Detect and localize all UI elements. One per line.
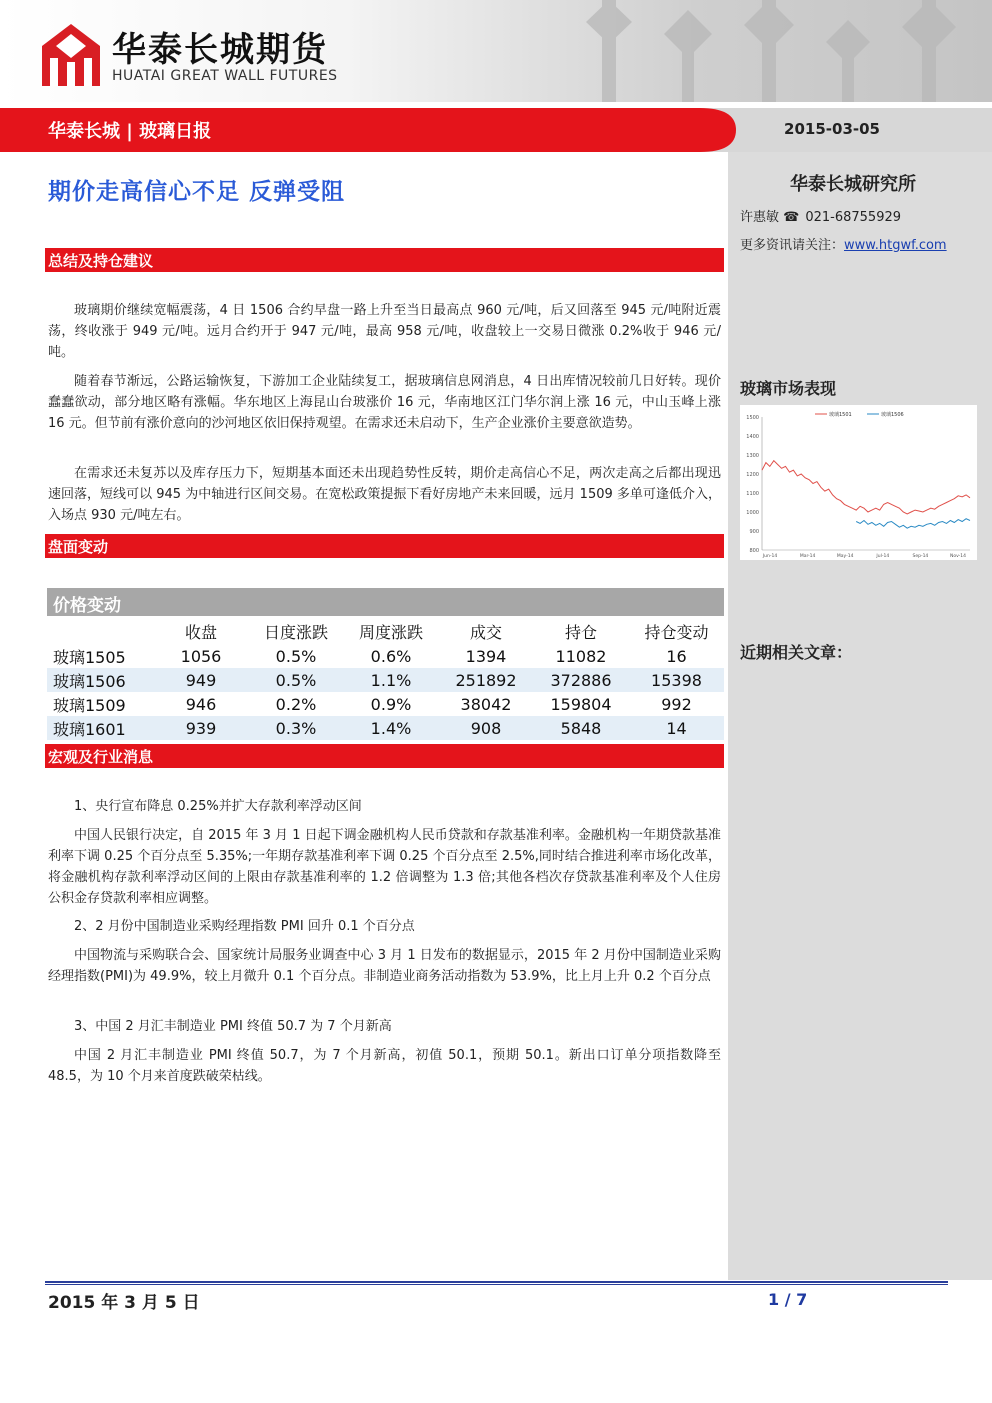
y-tick-label: 1200: [746, 472, 759, 478]
y-tick-label: 1400: [746, 434, 759, 440]
footer-divider: [45, 1284, 948, 1285]
section-header-macro: [45, 744, 724, 768]
x-tick-label: Jun-14: [762, 554, 778, 559]
legend-label: 玻璃1506: [881, 412, 904, 418]
summary-paragraph-1: 玻璃期价继续宽幅震荡，4 日 1506 合约早盘一路上升至当日最高点 960 元/吨，后又回落至 945 元/吨附近震荡，终收涨于 949 元/吨。远月合约开于 947 元/吨，最高 958 元/吨，收盘较上一交易日微涨 0.2%收于 946 元/吨。: [48, 303, 721, 360]
macro-heading-1: 1、央行宣布降息 0.25%并扩大存款利率浮动区间: [74, 799, 362, 814]
table-cell: 11082: [555, 646, 607, 666]
analyst-phone: 021-68755929: [805, 210, 902, 225]
y-tick-label: 1100: [746, 491, 759, 497]
table-header-cell: 周度涨跌: [358, 622, 423, 642]
article-title: 期价走高信心不足 反弹受阻: [48, 179, 346, 205]
table-cell: 16: [666, 646, 687, 666]
report-title: 华泰长城 | 玻璃日报: [48, 121, 212, 142]
price-change-title: 价格变动: [53, 596, 121, 616]
market-chart: [740, 405, 977, 560]
table-row: [47, 644, 724, 668]
report-banner: [0, 108, 992, 152]
table-header-cell: 持仓: [564, 622, 597, 642]
brand-name-english: HUATAI GREAT WALL FUTURES: [112, 68, 338, 84]
table-cell: 939: [153, 716, 249, 740]
page-header: [0, 0, 992, 102]
x-tick-label: May-14: [836, 554, 854, 559]
y-tick-label: 1000: [746, 510, 759, 516]
footer-date: 2015 年 3 月 5 日: [48, 1293, 200, 1313]
more-info: [740, 234, 947, 253]
recent-articles-title: 近期相关文章：: [740, 643, 853, 662]
section-header-summary: [45, 248, 724, 272]
table-cell: 14: [629, 716, 724, 740]
y-tick-label: 800: [749, 548, 759, 554]
series-line-1: [762, 461, 970, 514]
table-cell: 0.2%: [275, 694, 317, 714]
table-cell: 玻璃1505: [53, 647, 126, 667]
table-header-cell: 收盘: [184, 622, 217, 642]
table-cell: 946: [185, 694, 217, 714]
macro-heading-3: 3、中国 2 月汇丰制造业 PMI 终值 50.7 为 7 个月新高: [74, 1019, 392, 1034]
section-header-market: [45, 534, 724, 558]
macro-heading-2: 2、2 月份中国制造业采购经理指数 PMI 回升 0.1 个百分点: [74, 919, 415, 934]
company-logo-icon: [42, 24, 100, 86]
section-title-summary: 总结及持仓建议: [48, 252, 154, 270]
table-header-cell: [47, 618, 153, 644]
table-cell: 0.6%: [370, 646, 412, 666]
table-row: [47, 716, 724, 740]
table-cell: 992: [661, 694, 692, 714]
macro-paragraph-3: 中国 2 月汇丰制造业 PMI 终值 50.7，为 7 个月新高，初值 50.1，预期 50.1。新出口订单分项指数降至 48.5，为 10 个月来首度跌破荣枯线。: [48, 1048, 721, 1084]
table-cell: 0.3%: [249, 716, 343, 740]
table-cell: 0.5%: [275, 646, 317, 666]
summary-paragraph-2: 随着春节渐远，公路运输恢复，下游加工企业陆续复工，据玻璃信息网消息，4 日出库情况较前几日好转。现价蠢蠢欲动，部分地区略有涨幅。华东地区上海昆山台玻涨价 16 元，华南地区江门华尔润上涨 16 元，中山玉峰上涨 16 元。但节前有涨价意向的沙河地区依旧保持观望。在需求还未启动下，生产企业涨价主要意欲造势。: [48, 374, 721, 431]
table-cell: 159804: [550, 694, 612, 714]
table-row: [47, 668, 724, 692]
x-tick-label: Sep-14: [912, 554, 929, 559]
table-cell: 玻璃1601: [47, 716, 153, 740]
table-cell: 玻璃1509: [53, 695, 126, 715]
footer-divider: [45, 1281, 948, 1283]
website-link[interactable]: www.htgwf.com: [844, 238, 947, 253]
macro-paragraph-2: 中国物流与采购联合会、国家统计局服务业调查中心 3 月 1 日发布的数据显示，2015 年 2 月份中国制造业采购经理指数(PMI)为 49.9%，较上月微升 0.1 个百分点。非制造业商务活动指数为 53.9%，比上月上升 0.2 个百分点: [48, 948, 721, 984]
legend-label: 玻璃1501: [829, 412, 852, 418]
x-tick-label: Nov-14: [949, 554, 967, 559]
more-info-label: 更多资讯请关注：: [740, 238, 845, 253]
table-cell: 908: [439, 716, 533, 740]
analyst-name: 许惠敏: [740, 210, 780, 225]
table-cell: 1.1%: [343, 668, 439, 692]
table-cell: 5848: [533, 716, 629, 740]
table-cell: 15398: [629, 668, 724, 692]
sidebar: [728, 152, 992, 1280]
table-cell: 1056: [180, 646, 222, 666]
brand-name-chinese: 华泰长城期货: [112, 30, 328, 70]
table-cell: 1394: [465, 646, 507, 666]
table-header-row: [47, 618, 724, 644]
table-row: [47, 692, 724, 716]
institute-name: 华泰长城研究所: [790, 174, 916, 195]
price-table: [47, 618, 724, 740]
table-cell: 玻璃1506: [47, 668, 153, 692]
table-cell: 0.5%: [249, 668, 343, 692]
section-title-macro: 宏观及行业消息: [48, 748, 154, 766]
price-change-panel: [47, 588, 724, 739]
table-cell: 949: [153, 668, 249, 692]
phone-icon: ☎: [779, 210, 800, 225]
table-cell: 251892: [439, 668, 533, 692]
table-header-cell: 日度涨跌: [263, 622, 328, 642]
report-date: 2015-03-05: [784, 120, 880, 138]
y-tick-label: 900: [749, 529, 759, 535]
table-cell: 372886: [533, 668, 629, 692]
summary-paragraph-3: 在需求还未复苏以及库存压力下，短期基本面还未出现趋势性反转，期价走高信心不足，两次走高之后都出现迅速回落，短线可以 945 为中轴进行区间交易。在宽松政策提振下看好房地产未来回暖，远月 1509 多单可逢低介入，入场点 930 元/吨左右。: [48, 466, 721, 523]
header-decoration-icon: [572, 0, 992, 102]
y-tick-label: 1500: [746, 415, 759, 421]
table-cell: 0.9%: [370, 694, 412, 714]
table-cell: 38042: [460, 694, 512, 714]
series-line-2: [856, 519, 970, 529]
analyst-contact: [740, 206, 901, 225]
x-tick-label: Mar-14: [799, 554, 816, 559]
macro-paragraph-1: 中国人民银行决定，自 2015 年 3 月 1 日起下调金融机构人民币贷款和存款基准利率。金融机构一年期贷款基准利率下调 0.25 个百分点至 5.35%;一年期存款基准利率下调 0.25 个百分点至 2.5%,同时结合推进利率市场化改革，将金融机构存款利率浮动区间的上限由存款基准利率的 1.2 倍调整为 1.3 倍;其他各档次存贷款基准利率及个人住房公积金存贷款利率相应调整。: [48, 828, 721, 906]
price-change-header: [47, 588, 724, 616]
x-tick-label: Jul-14: [876, 554, 890, 559]
market-performance-title: 玻璃市场表现: [740, 379, 837, 398]
table-cell: 1.4%: [343, 716, 439, 740]
y-tick-label: 1300: [746, 453, 759, 459]
table-header-cell: 持仓变动: [644, 622, 709, 642]
price-line-chart: [740, 405, 977, 560]
table-header-cell: 成交: [469, 622, 502, 642]
page-number: 1 / 7: [768, 1290, 808, 1309]
section-title-market: 盘面变动: [48, 538, 109, 556]
